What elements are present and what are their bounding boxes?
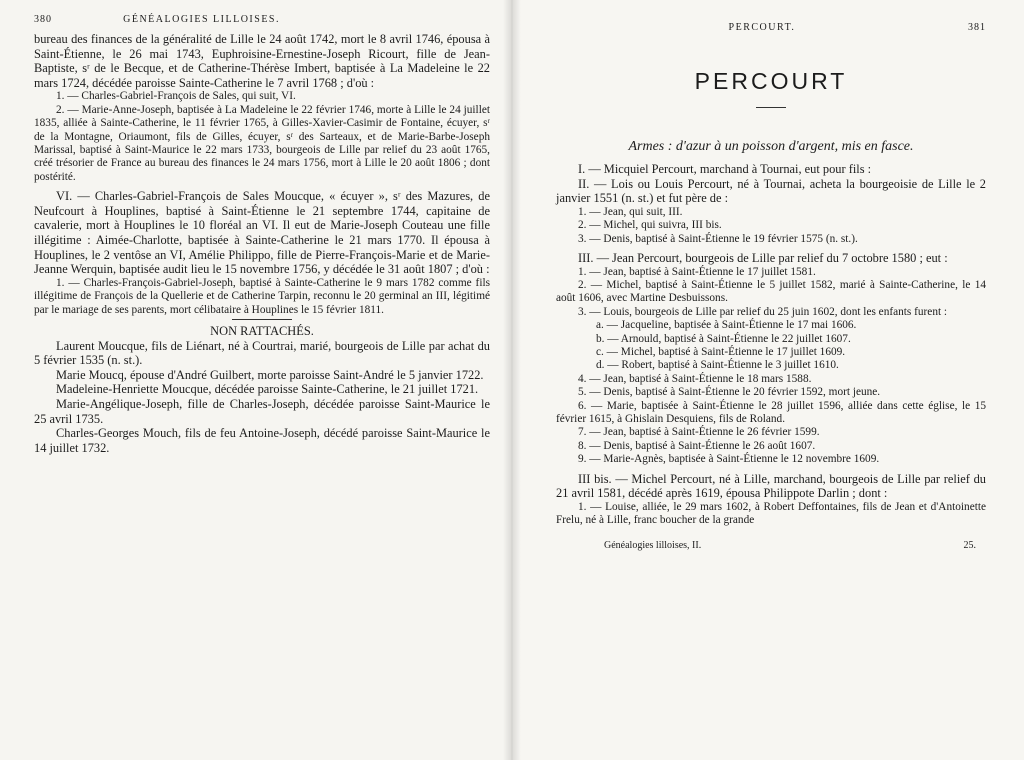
gen-iii-child-7: 7. — Jean, baptisé à Saint-Étienne le 26 février 1599. bbox=[578, 426, 820, 439]
footer-signature-mark: 25. bbox=[963, 539, 976, 551]
child-entry-1: 1. — Charles-Gabriel-François de Sales, qui suit, VI. bbox=[56, 90, 296, 103]
child-entry-2: 2. — Marie-Anne-Joseph, baptisée à La Madeleine le 22 février 1746, morte à Lille le 24 juillet 1835, alliée à Sainte-Catherine, le 11 février 1765, à Gilles-Xavier-Casimir de Fontaine, écuyer, sʳ de la Montagne, Oriaumont, fils de Gilles, écuyer, sʳ des Sarteaux, et de Marie-Barbe-Joseph Marissal, baptisé à Saint-Maurice le 22 mars 1733, bourgeois de Lille par relief du 23 août 1765, créé trésorier de France au bureau des finances le 24 mars 1756, mort à Lille le 20 août 1806 ; dont postérité. bbox=[34, 103, 490, 183]
grandchild-c: c. — Michel, baptisé à Saint-Étienne le 17 juillet 1609. bbox=[596, 346, 846, 359]
unattached-entry-4: Marie-Angélique-Joseph, fille de Charles-Joseph, décédée paroisse Saint-Maurice le 25 avril 1735. bbox=[34, 396, 490, 426]
unattached-entry-5: Charles-Georges Mouch, fils de feu Antoine-Joseph, décédé paroisse Saint-Maurice le 14 juillet 1732. bbox=[34, 426, 490, 455]
book-gutter bbox=[503, 0, 521, 760]
left-running-title: GÉNÉALOGIES LILLOISES. bbox=[123, 14, 280, 25]
gen-iii-child-4: 4. — Jean, baptisé à Saint-Étienne le 18 mars 1588. bbox=[578, 372, 812, 385]
gen-iii-child-6: 6. — Marie, baptisée à Saint-Étienne le 28 juillet 1596, alliée dans cette église, le 15 février 1615, à Ghislain Desquiens, fils de Roland. bbox=[556, 399, 986, 426]
right-page-footer bbox=[556, 540, 986, 551]
family-title: PERCOURT bbox=[694, 68, 848, 94]
footer-book-title: Généalogies lilloises, II. bbox=[604, 539, 702, 551]
gen-iii-child-2: 2. — Michel, baptisé à Saint-Étienne le 5 juillet 1582, marié à Sainte-Catherine, le 14 août 1606, avec Martine Desbuissons. bbox=[556, 279, 986, 305]
section-divider bbox=[232, 319, 292, 320]
grandchild-a: a. — Jacqueline, baptisée à Saint-Étienne le 17 mai 1606. bbox=[596, 319, 857, 332]
coat-of-arms: Armes : d'azur à un poisson d'argent, mis en fasce. bbox=[628, 139, 914, 154]
gen-iii-child-1: 1. — Jean, baptisé à Saint-Étienne le 17 juillet 1581. bbox=[578, 265, 816, 278]
title-divider bbox=[756, 107, 786, 108]
generation-i: I. — Micquiel Percourt, marchand à Tournai, eut pour fils : bbox=[578, 162, 872, 176]
generation-ii: II. — Lois ou Louis Percourt, né à Tournai, acheta la bourgeoisie de Lille le 2 janvier 1551 (n. st.) et fut père de : bbox=[556, 176, 986, 206]
right-page bbox=[512, 0, 1024, 760]
unattached-entry-3: Madeleine-Henriette Moucque, décédée paroisse Sainte-Catherine, le 21 juillet 1721. bbox=[56, 382, 479, 397]
gen-ii-child-2: 2. — Michel, qui suivra, III bis. bbox=[578, 219, 722, 232]
left-page-number: 380 bbox=[34, 14, 52, 25]
gen-iii-child-3: 3. — Louis, bourgeois de Lille par relief du 25 juin 1602, dont les enfants furent : bbox=[578, 305, 948, 318]
gen-iii-child-9: 9. — Marie-Agnès, baptisée à Saint-Étienne le 12 novembre 1609. bbox=[578, 453, 880, 466]
generation-vi: VI. — Charles-Gabriel-François de Sales Moucque, « écuyer », sʳ des Mazures, de Neufcourt à Houplines, baptisé à Saint-Étienne le 21 septembre 1744, capitaine de cavalerie, mort à Houplines le 10 floréal an VI. Il eut de Marie-Joseph Couteau une fille illégitime : Aimée-Charlotte, baptisée à Sainte-Catherine le 21 mars 1770. Il épousa à Houplines, le 2 ventôse an VI, Amélie Philippo, fille de Pierre-François-Marie et de Marie-Jeanne Werquin, baptisée audit lieu le 15 novembre 1756, y décédée le 31 août 1807 ; d'où : bbox=[34, 189, 490, 277]
right-page-number: 381 bbox=[967, 22, 986, 33]
gen-ii-child-1: 1. — Jean, qui suit, III. bbox=[578, 205, 683, 218]
unattached-entry-2: Marie Moucq, épouse d'André Guilbert, morte paroisse Saint-André le 5 janvier 1722. bbox=[56, 367, 484, 382]
section-title-non-rattaches: NON RATTACHÉS. bbox=[210, 324, 314, 338]
right-page-header bbox=[556, 22, 986, 40]
left-page-header bbox=[34, 14, 490, 32]
child-entry-vi-1: 1. — Charles-François-Gabriel-Joseph, baptisé à Sainte-Catherine le 9 mars 1782 comme fils illégitime de François de la Quellerie et de Catherine Tarpin, reconnu le 20 germinal an III, légitimé par le mariage de ses parents, mort célibataire à Houplines le 15 février 1811. bbox=[34, 276, 490, 316]
gen-iii-bis-child-1: 1. — Louise, alliée, le 29 mars 1602, à Robert Deffontaines, fils de Jean et d'Antoinette Frelu, né à Lille, franc boucher de la grande bbox=[556, 500, 986, 527]
generation-iii: III. — Jean Percourt, bourgeois de Lille par relief du 7 octobre 1580 ; eut : bbox=[578, 251, 948, 265]
gen-iii-child-5: 5. — Denis, baptisé à Saint-Étienne le 20 février 1592, mort jeune. bbox=[578, 386, 881, 399]
unattached-entry-1: Laurent Moucque, fils de Liénart, né à Courtrai, marié, bourgeois de Lille par achat du 5 février 1535 (n. st.). bbox=[34, 338, 490, 368]
grandchild-d: d. — Robert, baptisé à Saint-Étienne le 3 juillet 1610. bbox=[596, 359, 839, 372]
generation-iii-bis: III bis. — Michel Percourt, né à Lille, marchand, bourgeois de Lille par relief du 21 avril 1581, décédé après 1619, épousa Philippote Darlin ; dont : bbox=[556, 471, 986, 501]
paragraph-continuation: bureau des finances de la généralité de Lille le 24 août 1742, mort le 8 avril 1746, épousa à Saint-Étienne, le 26 mai 1743, Euphroisine-Ernestine-Joseph Ricourt, fille de Jean-Baptiste, sʳ de le Becque, et de Catherine-Thérèse Imbert, baptisée à La Madeleine le 22 mars 1724, décédée paroisse Sainte-Catherine le 7 avril 1768 ; d'où : bbox=[34, 32, 490, 90]
grandchild-b: b. — Arnould, baptisé à Saint-Étienne le 22 juillet 1607. bbox=[596, 332, 851, 345]
gen-ii-child-3: 3. — Denis, baptisé à Saint-Étienne le 19 février 1575 (n. st.). bbox=[578, 232, 858, 245]
gen-iii-child-8: 8. — Denis, baptisé à Saint-Étienne le 26 août 1607. bbox=[578, 439, 816, 452]
right-running-title: PERCOURT. bbox=[728, 22, 796, 33]
